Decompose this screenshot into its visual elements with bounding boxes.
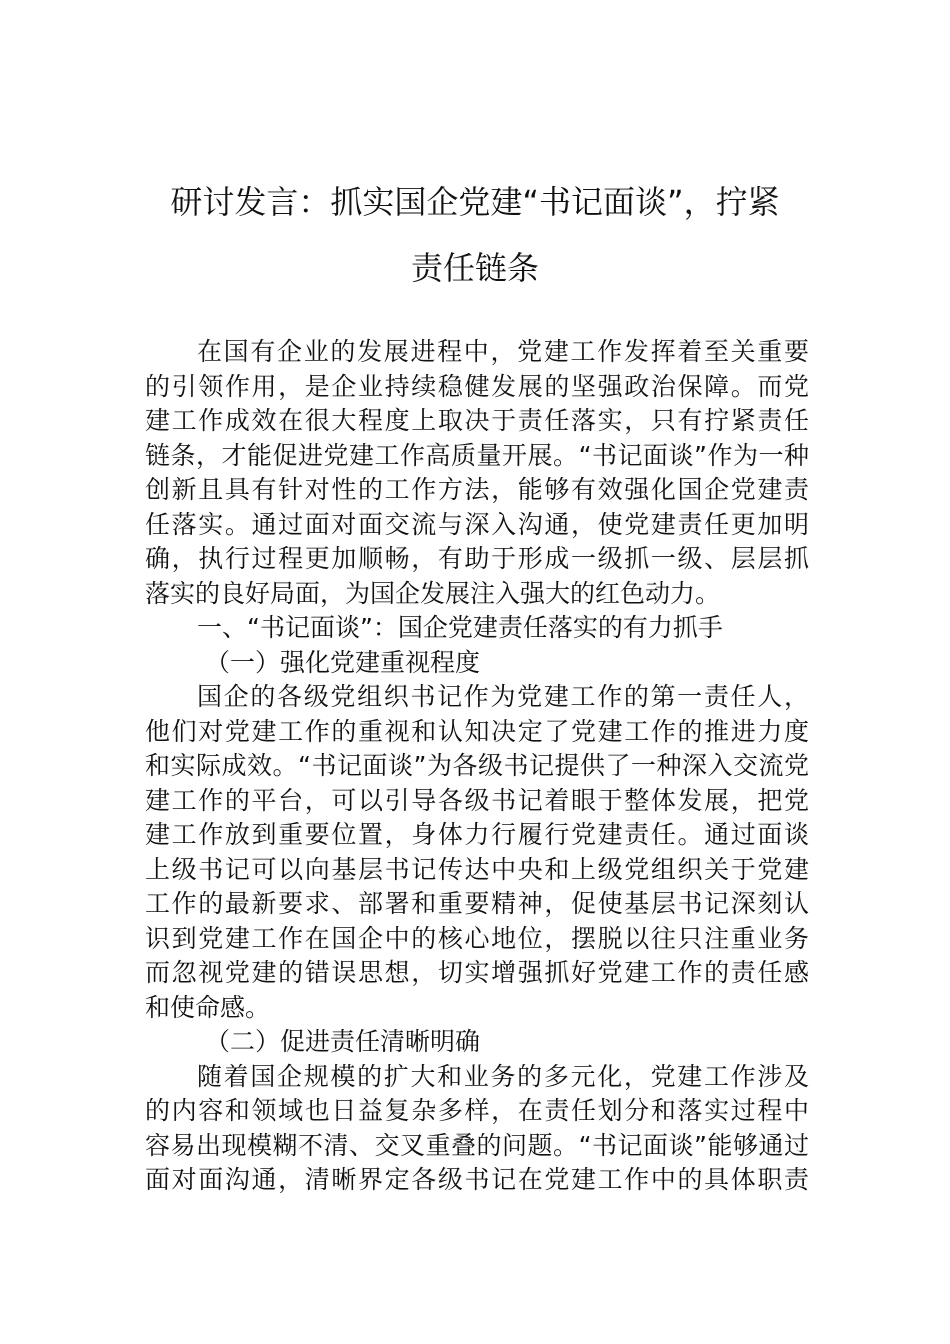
document-title-line-1: 研讨发言：抓实国企党建“书记面谈”，拧紧: [170, 183, 780, 221]
paragraph-line: 而忽视党建的错误思想，切实增强抓好党建工作的责任感: [145, 958, 809, 987]
paragraph-line: 和使命感。: [145, 992, 271, 1022]
document-title-line-2: 责任链条: [410, 249, 539, 287]
subsection-heading-2: （二）促进责任清晰明确: [205, 1027, 481, 1056]
paragraph-line: 创新且具有针对性的工作方法，能够有效强化国企党建责: [145, 475, 809, 504]
paragraph-line: 建工作放到重要位置，身体力行履行党建责任。通过面谈: [145, 820, 809, 849]
paragraph-line: 在国有企业的发展进程中，党建工作发挥着至关重要: [197, 337, 809, 366]
paragraph-line: 落实的良好局面，为国企发展注入强大的红色动力。: [145, 578, 721, 608]
paragraph-line: 随着国企规模的扩大和业务的多元化，党建工作涉及: [197, 1061, 809, 1091]
paragraph-line: 国企的各级党组织书记作为党建工作的第一责任人，: [197, 682, 809, 711]
paragraph-line: 面对面沟通，清晰界定各级书记在党建工作中的具体职责: [145, 1165, 809, 1194]
subsection-2-paragraph: [145, 1060, 809, 1198]
paragraph-line: 建工作成效在很大程度上取决于责任落实，只有拧紧责任: [145, 406, 809, 435]
paragraph-line: 他们对党建工作的重视和认知决定了党建工作的推进力度: [145, 716, 809, 746]
paragraph-line: 工作的最新要求、部署和重要精神，促使基层书记深刻认: [145, 889, 809, 918]
subsection-heading-1: （一）强化党建重视程度: [205, 647, 481, 677]
paragraph-line: 上级书记可以向基层书记传达中央和上级党组织关于党建: [145, 854, 809, 884]
subsection-1-paragraph: [145, 680, 809, 1025]
section-heading-1: 一、“书记面谈”：国企党建责任落实的有力抓手: [197, 613, 723, 642]
paragraph-line: 和实际成效。“书记面谈”为各级书记提供了一种深入交流党: [145, 751, 809, 780]
document-body: [145, 335, 809, 1198]
paragraph-line: 建工作的平台，可以引导各级书记着眼于整体发展，把党: [145, 785, 809, 815]
paragraph-line: 确，执行过程更加顺畅，有助于形成一级抓一级、层层抓: [145, 544, 809, 573]
paragraph-line: 容易出现模糊不清、交叉重叠的问题。“书记面谈”能够通过: [145, 1130, 809, 1160]
paragraph-line: 链条，才能促进党建工作高质量开展。“书记面谈”作为一种: [145, 440, 809, 470]
paragraph-line: 的引领作用，是企业持续稳健发展的坚强政治保障。而党: [145, 371, 809, 401]
paragraph-line: 识到党建工作在国企中的核心地位，摆脱以往只注重业务: [145, 923, 809, 953]
paragraph-line: 的内容和领域也日益复杂多样，在责任划分和落实过程中: [145, 1096, 809, 1125]
paragraph-line: 任落实。通过面对面交流与深入沟通，使党建责任更加明: [145, 509, 809, 539]
intro-paragraph: [145, 335, 809, 611]
